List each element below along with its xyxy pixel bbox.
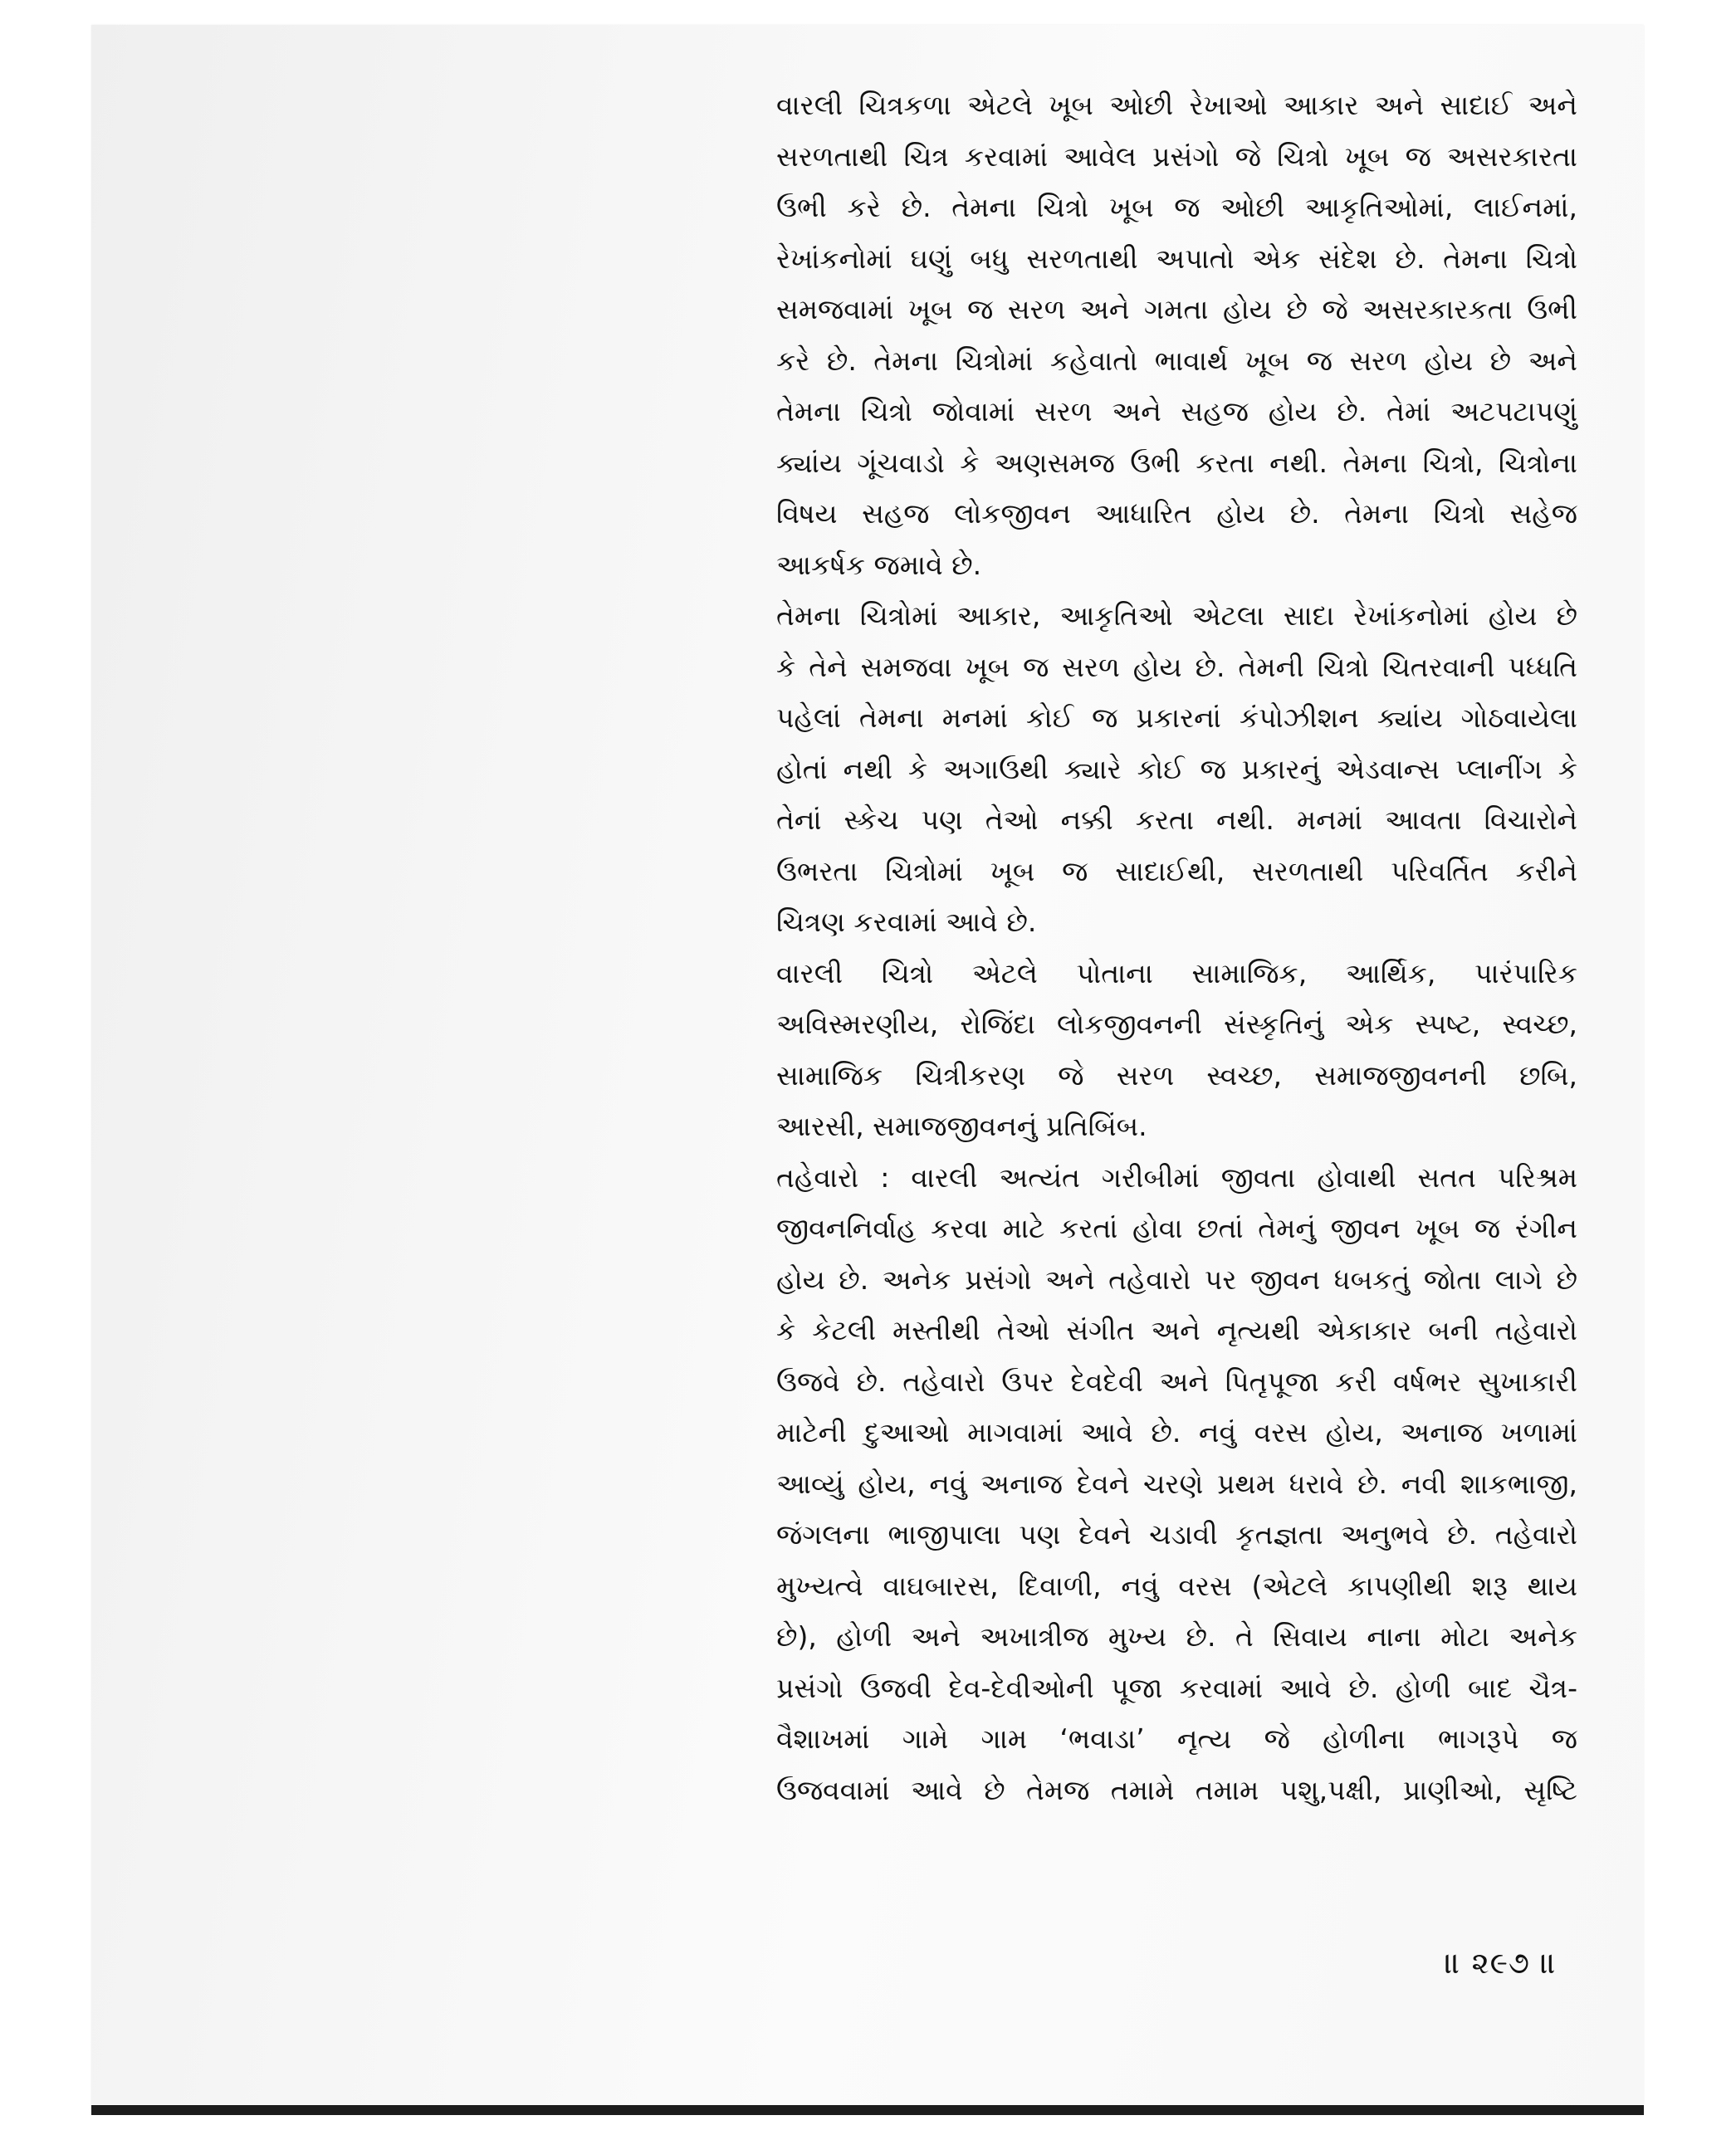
- text-line: મુખ્યત્વે વાઘબારસ, દિવાળી, નવું વરસ (એટલે કાપણીથી શરૂ થાય: [776, 1569, 1577, 1602]
- text-line: જીવનનિર્વાહ કરવા માટે કરતાં હોવા છતાં તેમનું જીવન ખૂબ જ રંગીન: [776, 1212, 1577, 1244]
- text-line: તહેવારો : વારલી અત્યંત ગરીબીમાં જીવતા હોવાથી સતત પરિશ્રમ: [776, 1160, 1577, 1194]
- paragraph-social-mirror: [776, 948, 1577, 1152]
- paragraph-warli-art: [776, 80, 1577, 590]
- bottom-border: [91, 2105, 1644, 2115]
- text-line: કે તેને સમજવા ખૂબ જ સરળ હોય છે. તેમની ચિત્રો ચિતરવાની પધ્ધતિ: [776, 650, 1577, 683]
- text-line: કે કેટલી મસ્તીથી તેઓ સંગીત અને નૃત્યથી એકાકાર બની તહેવારો: [776, 1314, 1577, 1346]
- text-line: આરસી, સમાજજીવનનું પ્રતિબિંબ.: [776, 1110, 1147, 1142]
- page-number: ॥ ૨૯૭ ॥: [1445, 1947, 1558, 1981]
- text-line: કરે છે. તેમના ચિત્રોમાં કહેવાતો ભાવાર્થ ખૂબ જ સરળ હોય છે અને: [776, 344, 1577, 377]
- text-line: હોય છે. અનેક પ્રસંગો અને તહેવારો પર જીવન ધબકતું જોતા લાગે છે: [776, 1263, 1577, 1296]
- text-line: સામાજિક ચિત્રીકરણ જે સરળ સ્વચ્છ, સમાજજીવનની છબિ,: [776, 1058, 1577, 1092]
- text-line: તેમના ચિત્રો જોવામાં સરળ અને સહજ હોય છે. તેમાં અટપટાપણું: [776, 395, 1577, 427]
- text-line: તેનાં સ્કેચ પણ તેઓ નક્કી કરતા નથી. મનમાં આવતા વિચારોને: [776, 804, 1577, 836]
- text-line: પ્રસંગો ઉજવી દેવ-દેવીઓની પૂજા કરવામાં આવે છે. હોળી બાદ ચૈત્ર-: [776, 1671, 1577, 1704]
- text-line: તેમના ચિત્રોમાં આકાર, આકૃતિઓ એટલા સાદા રેખાંકનોમાં હોય છે: [776, 599, 1577, 632]
- text-line: ઉભી કરે છે. તેમના ચિત્રો ખૂબ જ ઓછી આકૃતિઓમાં, લાઈનમાં,: [776, 191, 1577, 223]
- text-line: વારલી ચિત્રકળા એટલે ખૂબ ઓછી રેખાઓ આકાર અને સાદાઈ અને: [776, 89, 1577, 121]
- text-line: ક્યાંય ગૂંચવાડો કે અણસમજ ઉભી કરતા નથી. તેમના ચિત્રો, ચિત્રોના: [776, 446, 1577, 479]
- text-line: રેખાંકનોમાં ઘણું બધુ સરળતાથી અપાતો એક સંદેશ છે. તેમના ચિત્રો: [776, 242, 1577, 275]
- text-line: સમજવામાં ખૂબ જ સરળ અને ગમતા હોય છે જે અસરકારકતા ઉભી: [776, 293, 1577, 325]
- text-line: ઉભરતા ચિત્રોમાં ખૂબ જ સાદાઈથી, સરળતાથી પરિવર્તિત કરીને: [776, 854, 1577, 887]
- text-line: અવિસ્મરણીય, રોજિંદા લોકજીવનની સંસ્કૃતિનું એક સ્પષ્ટ, સ્વચ્છ,: [776, 1008, 1577, 1040]
- text-line: ઉજવે છે. તહેવારો ઉપર દેવદેવી અને પિતૃપૂજા કરી વર્ષભર સુખાકારી: [776, 1365, 1577, 1398]
- text-line: હોતાં નથી કે અગાઉથી ક્યારે કોઈ જ પ્રકારનું એડવાન્સ પ્લાનીંગ કે: [776, 752, 1577, 785]
- text-line: ઉજવવામાં આવે છે તેમજ તમામે તમામ પશુ,પક્ષી, પ્રાણીઓ, સૃષ્ટિ: [776, 1773, 1577, 1806]
- text-line: સરળતાથી ચિત્ર કરવામાં આવેલ પ્રસંગો જે ચિત્રો ખૂબ જ અસરકારતા: [776, 139, 1577, 173]
- paragraph-shapes: [776, 590, 1577, 948]
- text-line: વારલી ચિત્રો એટલે પોતાના સામાજિક, આર્થિક, પારંપારિક: [776, 956, 1577, 989]
- text-line: ચિત્રણ કરવામાં આવે છે.: [776, 906, 1037, 938]
- text-line: જંગલના ભાજીપાલા પણ દેવને ચડાવી કૃતજ્ઞતા અનુભવે છે. તહેવારો: [776, 1518, 1577, 1551]
- text-line: વિષય સહજ લોકજીવન આધારિત હોય છે. તેમના ચિત્રો સહેજ: [776, 497, 1577, 530]
- text-line: આવ્યું હોય, નવું અનાજ દેવને ચરણે પ્રથમ ધરાવે છે. નવી શાકભાજી,: [776, 1467, 1577, 1500]
- paragraph-festivals: [776, 1152, 1577, 1816]
- text-line: છે), હોળી અને અખાત્રીજ મુખ્ય છે. તે સિવાય નાના મોટા અનેક: [776, 1620, 1577, 1653]
- text-line: પહેલાં તેમના મનમાં કોઈ જ પ્રકારનાં કંપોઝીશન ક્યાંય ગોઠવાયેલા: [776, 701, 1577, 734]
- text-line: માટેની દુઆઓ માગવામાં આવે છે. નવું વરસ હોય, અનાજ ખળામાં: [776, 1416, 1577, 1448]
- text-line: વૈશાખમાં ગામે ગામ ‘ભવાડા’ નૃત્ય જે હોળીના ભાગરૂપે જ: [776, 1722, 1577, 1755]
- text-line: આકર્ષક જમાવે છે.: [776, 548, 982, 581]
- body-text: [776, 80, 1577, 1815]
